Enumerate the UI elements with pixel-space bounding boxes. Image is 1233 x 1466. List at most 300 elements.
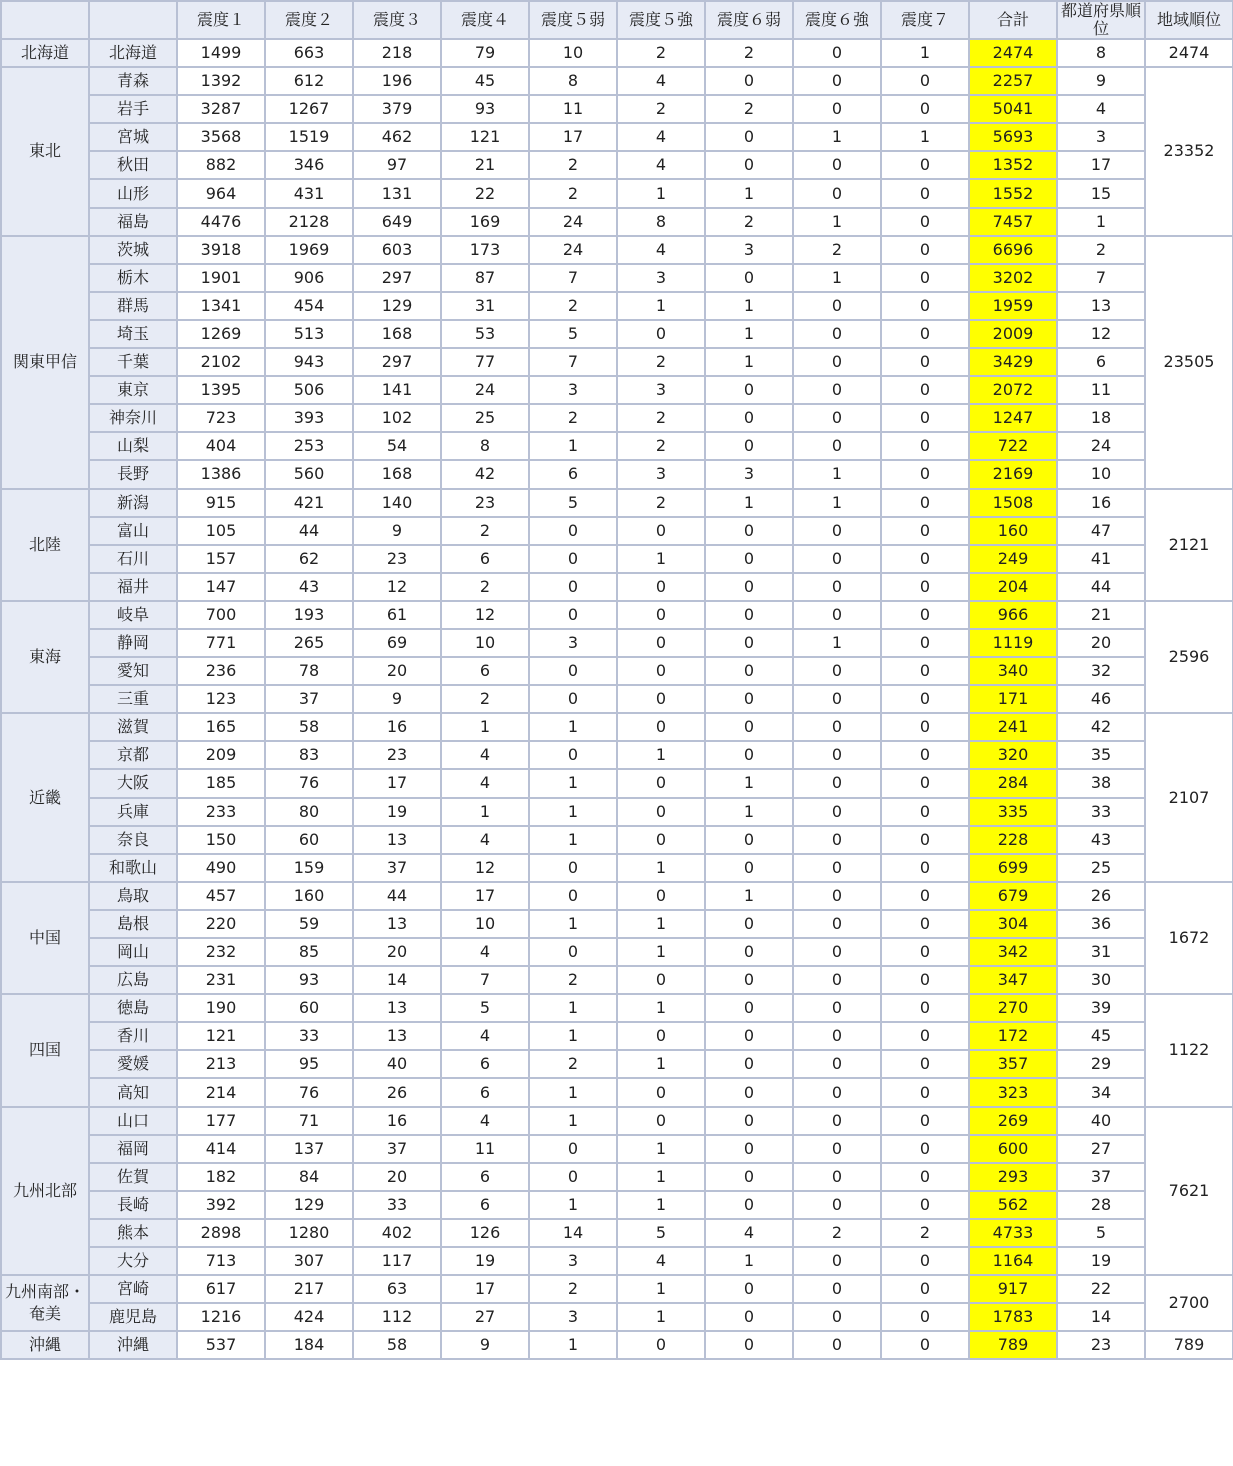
intensity-count: 603 — [353, 236, 441, 264]
intensity-count: 1 — [881, 39, 969, 67]
intensity-count: 0 — [793, 1078, 881, 1106]
intensity-count: 2 — [617, 95, 705, 123]
intensity-count: 0 — [705, 1303, 793, 1331]
prefecture-rank: 16 — [1057, 489, 1145, 517]
table-row — [1, 741, 1233, 769]
prefecture-rank: 38 — [1057, 769, 1145, 797]
intensity-count: 3 — [529, 1303, 617, 1331]
intensity-count: 1 — [529, 994, 617, 1022]
intensity-count: 76 — [265, 769, 353, 797]
intensity-count: 2 — [441, 573, 529, 601]
intensity-count: 21 — [441, 151, 529, 179]
intensity-count: 506 — [265, 376, 353, 404]
intensity-count: 1 — [705, 882, 793, 910]
intensity-count: 0 — [881, 854, 969, 882]
prefecture-total: 722 — [969, 432, 1057, 460]
region-name: 関東甲信 — [1, 236, 89, 489]
prefecture-total: 1552 — [969, 179, 1057, 207]
table-row — [1, 657, 1233, 685]
intensity-count: 157 — [177, 545, 265, 573]
intensity-count: 196 — [353, 67, 441, 95]
prefecture-name: 鹿児島 — [89, 1303, 177, 1331]
intensity-count: 5 — [617, 1219, 705, 1247]
intensity-count: 165 — [177, 713, 265, 741]
intensity-count: 123 — [177, 685, 265, 713]
intensity-count: 0 — [617, 798, 705, 826]
intensity-count: 0 — [881, 320, 969, 348]
prefecture-name: 福井 — [89, 573, 177, 601]
table-row — [1, 460, 1233, 488]
prefecture-rank: 30 — [1057, 966, 1145, 994]
intensity-count: 4 — [617, 67, 705, 95]
table-row — [1, 826, 1233, 854]
table-row — [1, 713, 1233, 741]
prefecture-total: 917 — [969, 1275, 1057, 1303]
intensity-count: 3568 — [177, 123, 265, 151]
prefecture-name: 群馬 — [89, 292, 177, 320]
prefecture-total: 335 — [969, 798, 1057, 826]
intensity-count: 0 — [705, 854, 793, 882]
intensity-count: 1901 — [177, 264, 265, 292]
intensity-count: 0 — [705, 376, 793, 404]
prefecture-rank: 12 — [1057, 320, 1145, 348]
intensity-count: 9 — [353, 685, 441, 713]
intensity-count: 0 — [881, 179, 969, 207]
intensity-count: 0 — [529, 882, 617, 910]
intensity-count: 1216 — [177, 1303, 265, 1331]
intensity-count: 0 — [617, 966, 705, 994]
intensity-count: 6 — [441, 1078, 529, 1106]
intensity-count: 0 — [617, 573, 705, 601]
prefecture-rank: 42 — [1057, 713, 1145, 741]
intensity-count: 0 — [617, 769, 705, 797]
intensity-count: 6 — [441, 657, 529, 685]
intensity-count: 1 — [617, 179, 705, 207]
intensity-count: 4 — [617, 123, 705, 151]
prefecture-name: 宮崎 — [89, 1275, 177, 1303]
prefecture-rank: 27 — [1057, 1135, 1145, 1163]
intensity-count: 0 — [793, 601, 881, 629]
intensity-count: 2 — [617, 39, 705, 67]
intensity-count: 454 — [265, 292, 353, 320]
intensity-count: 2 — [617, 432, 705, 460]
intensity-count: 1 — [441, 798, 529, 826]
prefecture-name: 大阪 — [89, 769, 177, 797]
column-header-intensity-7: 震度７ — [881, 1, 969, 39]
intensity-count: 13 — [353, 910, 441, 938]
intensity-count: 1386 — [177, 460, 265, 488]
prefecture-name: 富山 — [89, 517, 177, 545]
intensity-count: 906 — [265, 264, 353, 292]
intensity-count: 129 — [265, 1191, 353, 1219]
intensity-count: 0 — [529, 601, 617, 629]
prefecture-rank: 7 — [1057, 264, 1145, 292]
intensity-count: 173 — [441, 236, 529, 264]
intensity-count: 147 — [177, 573, 265, 601]
table-row — [1, 938, 1233, 966]
intensity-count: 0 — [793, 1191, 881, 1219]
intensity-count: 53 — [441, 320, 529, 348]
intensity-count: 0 — [881, 1303, 969, 1331]
intensity-count: 1 — [705, 348, 793, 376]
intensity-count: 8 — [529, 67, 617, 95]
region-name: 東海 — [1, 601, 89, 713]
column-header-regional-rank: 地域順位 — [1145, 1, 1233, 39]
intensity-count: 185 — [177, 769, 265, 797]
intensity-count: 0 — [793, 292, 881, 320]
intensity-count: 0 — [617, 601, 705, 629]
prefecture-name: 徳島 — [89, 994, 177, 1022]
intensity-count: 0 — [793, 1050, 881, 1078]
table-row — [1, 629, 1233, 657]
intensity-count: 93 — [441, 95, 529, 123]
intensity-count: 10 — [441, 629, 529, 657]
prefecture-total: 1508 — [969, 489, 1057, 517]
prefecture-name: 兵庫 — [89, 798, 177, 826]
intensity-count: 102 — [353, 404, 441, 432]
table-body — [1, 39, 1233, 1359]
intensity-count: 1 — [617, 1163, 705, 1191]
intensity-count: 0 — [793, 1163, 881, 1191]
prefecture-rank: 2 — [1057, 236, 1145, 264]
intensity-count: 7 — [529, 348, 617, 376]
intensity-count: 23 — [353, 545, 441, 573]
intensity-count: 4 — [441, 938, 529, 966]
table-row — [1, 769, 1233, 797]
intensity-count: 140 — [353, 489, 441, 517]
intensity-count: 182 — [177, 1163, 265, 1191]
intensity-count: 1 — [617, 854, 705, 882]
table-row — [1, 151, 1233, 179]
intensity-count: 1 — [705, 798, 793, 826]
intensity-count: 1 — [705, 1247, 793, 1275]
intensity-count: 0 — [793, 798, 881, 826]
intensity-count: 0 — [793, 826, 881, 854]
prefecture-total: 160 — [969, 517, 1057, 545]
intensity-count: 0 — [881, 292, 969, 320]
prefecture-total: 269 — [969, 1107, 1057, 1135]
intensity-count: 232 — [177, 938, 265, 966]
prefecture-total: 600 — [969, 1135, 1057, 1163]
intensity-count: 0 — [705, 67, 793, 95]
intensity-count: 0 — [881, 713, 969, 741]
intensity-count: 1 — [881, 123, 969, 151]
intensity-count: 346 — [265, 151, 353, 179]
intensity-count: 1 — [793, 123, 881, 151]
table-row — [1, 685, 1233, 713]
intensity-count: 3 — [529, 376, 617, 404]
column-header-prefecture — [89, 1, 177, 39]
intensity-count: 137 — [265, 1135, 353, 1163]
intensity-count: 0 — [705, 910, 793, 938]
prefecture-rank: 15 — [1057, 179, 1145, 207]
intensity-count: 0 — [881, 404, 969, 432]
intensity-count: 16 — [353, 713, 441, 741]
intensity-count: 131 — [353, 179, 441, 207]
intensity-count: 78 — [265, 657, 353, 685]
prefecture-name: 長野 — [89, 460, 177, 488]
intensity-count: 0 — [705, 713, 793, 741]
intensity-count: 2102 — [177, 348, 265, 376]
intensity-count: 1 — [617, 1303, 705, 1331]
prefecture-name: 奈良 — [89, 826, 177, 854]
intensity-count: 60 — [265, 994, 353, 1022]
intensity-count: 1 — [793, 629, 881, 657]
prefecture-rank: 1 — [1057, 208, 1145, 236]
prefecture-rank: 6 — [1057, 348, 1145, 376]
intensity-count: 9 — [441, 1331, 529, 1359]
regional-total: 23352 — [1145, 67, 1233, 236]
intensity-count: 462 — [353, 123, 441, 151]
prefecture-rank: 46 — [1057, 685, 1145, 713]
intensity-count: 0 — [793, 179, 881, 207]
intensity-count: 0 — [705, 741, 793, 769]
intensity-count: 0 — [793, 432, 881, 460]
intensity-count: 402 — [353, 1219, 441, 1247]
intensity-count: 0 — [793, 1247, 881, 1275]
intensity-count: 62 — [265, 545, 353, 573]
table-row — [1, 376, 1233, 404]
prefecture-name: 大分 — [89, 1247, 177, 1275]
intensity-count: 0 — [793, 320, 881, 348]
intensity-count: 6 — [441, 1191, 529, 1219]
prefecture-name: 栃木 — [89, 264, 177, 292]
table-row — [1, 1163, 1233, 1191]
intensity-count: 159 — [265, 854, 353, 882]
prefecture-total: 357 — [969, 1050, 1057, 1078]
prefecture-total: 241 — [969, 713, 1057, 741]
intensity-count: 0 — [881, 236, 969, 264]
region-name: 北陸 — [1, 489, 89, 601]
prefecture-total: 679 — [969, 882, 1057, 910]
intensity-count: 44 — [353, 882, 441, 910]
intensity-count: 217 — [265, 1275, 353, 1303]
prefecture-rank: 24 — [1057, 432, 1145, 460]
intensity-count: 16 — [353, 1107, 441, 1135]
intensity-count: 8 — [441, 432, 529, 460]
intensity-count: 1969 — [265, 236, 353, 264]
intensity-count: 85 — [265, 938, 353, 966]
prefecture-rank: 28 — [1057, 1191, 1145, 1219]
intensity-count: 0 — [617, 685, 705, 713]
prefecture-total: 1783 — [969, 1303, 1057, 1331]
intensity-count: 0 — [793, 376, 881, 404]
prefecture-total: 270 — [969, 994, 1057, 1022]
intensity-count: 3 — [705, 236, 793, 264]
intensity-count: 0 — [881, 1163, 969, 1191]
intensity-count: 0 — [617, 629, 705, 657]
intensity-count: 3 — [617, 376, 705, 404]
region-name: 四国 — [1, 994, 89, 1106]
intensity-count: 0 — [793, 741, 881, 769]
intensity-count: 24 — [529, 208, 617, 236]
intensity-count: 0 — [529, 1163, 617, 1191]
intensity-count: 213 — [177, 1050, 265, 1078]
table-row — [1, 517, 1233, 545]
prefecture-name: 島根 — [89, 910, 177, 938]
intensity-count: 0 — [793, 1303, 881, 1331]
intensity-count: 22 — [441, 179, 529, 207]
prefecture-total: 699 — [969, 854, 1057, 882]
regional-total: 1672 — [1145, 882, 1233, 994]
prefecture-rank: 18 — [1057, 404, 1145, 432]
intensity-count: 20 — [353, 938, 441, 966]
table-row — [1, 39, 1233, 67]
intensity-count: 93 — [265, 966, 353, 994]
intensity-count: 0 — [793, 966, 881, 994]
prefecture-rank: 5 — [1057, 1219, 1145, 1247]
intensity-count: 1 — [441, 713, 529, 741]
prefecture-total: 347 — [969, 966, 1057, 994]
prefecture-name: 秋田 — [89, 151, 177, 179]
intensity-count: 1 — [529, 1078, 617, 1106]
intensity-count: 0 — [793, 545, 881, 573]
intensity-count: 0 — [793, 1135, 881, 1163]
intensity-count: 5 — [529, 489, 617, 517]
prefecture-name: 香川 — [89, 1022, 177, 1050]
prefecture-total: 340 — [969, 657, 1057, 685]
intensity-count: 2 — [441, 517, 529, 545]
intensity-count: 10 — [441, 910, 529, 938]
intensity-count: 1 — [529, 769, 617, 797]
intensity-count: 2 — [441, 685, 529, 713]
intensity-count: 54 — [353, 432, 441, 460]
intensity-count: 0 — [529, 545, 617, 573]
intensity-count: 490 — [177, 854, 265, 882]
intensity-count: 69 — [353, 629, 441, 657]
table-row — [1, 208, 1233, 236]
intensity-count: 0 — [529, 741, 617, 769]
prefecture-total: 2169 — [969, 460, 1057, 488]
intensity-count: 0 — [881, 741, 969, 769]
intensity-count: 1 — [529, 432, 617, 460]
intensity-count: 2 — [529, 1050, 617, 1078]
table-row — [1, 545, 1233, 573]
prefecture-rank: 29 — [1057, 1050, 1145, 1078]
intensity-count: 1267 — [265, 95, 353, 123]
intensity-count: 2 — [705, 95, 793, 123]
region-name: 九州南部・奄美 — [1, 1275, 89, 1331]
intensity-count: 1 — [529, 798, 617, 826]
intensity-count: 45 — [441, 67, 529, 95]
table-row — [1, 432, 1233, 460]
table-row — [1, 854, 1233, 882]
intensity-count: 307 — [265, 1247, 353, 1275]
intensity-count: 37 — [353, 1135, 441, 1163]
intensity-count: 0 — [793, 994, 881, 1022]
intensity-count: 393 — [265, 404, 353, 432]
prefecture-rank: 41 — [1057, 545, 1145, 573]
intensity-count: 218 — [353, 39, 441, 67]
prefecture-name: 広島 — [89, 966, 177, 994]
intensity-count: 80 — [265, 798, 353, 826]
prefecture-name: 宮城 — [89, 123, 177, 151]
intensity-count: 121 — [441, 123, 529, 151]
intensity-count: 126 — [441, 1219, 529, 1247]
prefecture-name: 山形 — [89, 179, 177, 207]
intensity-count: 0 — [881, 601, 969, 629]
intensity-count: 1 — [617, 741, 705, 769]
intensity-count: 0 — [793, 657, 881, 685]
prefecture-total: 2474 — [969, 39, 1057, 67]
prefecture-rank: 4 — [1057, 95, 1145, 123]
intensity-count: 97 — [353, 151, 441, 179]
prefecture-total: 3202 — [969, 264, 1057, 292]
intensity-count: 63 — [353, 1275, 441, 1303]
region-name: 北海道 — [1, 39, 89, 67]
column-header-intensity-1: 震度１ — [177, 1, 265, 39]
intensity-count: 1 — [705, 320, 793, 348]
intensity-count: 77 — [441, 348, 529, 376]
intensity-count: 11 — [441, 1135, 529, 1163]
table-row — [1, 573, 1233, 601]
intensity-count: 0 — [881, 1275, 969, 1303]
intensity-count: 58 — [265, 713, 353, 741]
intensity-count: 0 — [617, 826, 705, 854]
prefecture-total: 5693 — [969, 123, 1057, 151]
intensity-count: 0 — [617, 713, 705, 741]
intensity-count: 915 — [177, 489, 265, 517]
intensity-count: 2 — [529, 179, 617, 207]
intensity-count: 61 — [353, 601, 441, 629]
intensity-count: 169 — [441, 208, 529, 236]
intensity-count: 0 — [881, 1107, 969, 1135]
intensity-count: 0 — [881, 938, 969, 966]
intensity-count: 58 — [353, 1331, 441, 1359]
intensity-count: 0 — [881, 685, 969, 713]
intensity-count: 71 — [265, 1107, 353, 1135]
prefecture-name: 山梨 — [89, 432, 177, 460]
intensity-count: 0 — [881, 994, 969, 1022]
intensity-count: 0 — [705, 966, 793, 994]
intensity-count: 17 — [529, 123, 617, 151]
column-header-total: 合計 — [969, 1, 1057, 39]
intensity-count: 0 — [529, 657, 617, 685]
intensity-count: 0 — [529, 517, 617, 545]
intensity-count: 236 — [177, 657, 265, 685]
intensity-count: 7 — [441, 966, 529, 994]
intensity-count: 11 — [529, 95, 617, 123]
intensity-count: 12 — [353, 573, 441, 601]
intensity-count: 6 — [441, 545, 529, 573]
intensity-count: 265 — [265, 629, 353, 657]
prefecture-rank: 8 — [1057, 39, 1145, 67]
prefecture-total: 204 — [969, 573, 1057, 601]
prefecture-total: 3429 — [969, 348, 1057, 376]
table-row — [1, 320, 1233, 348]
intensity-count: 0 — [793, 1275, 881, 1303]
region-name: 九州北部 — [1, 1107, 89, 1276]
prefecture-rank: 37 — [1057, 1163, 1145, 1191]
intensity-count: 421 — [265, 489, 353, 517]
intensity-count: 160 — [265, 882, 353, 910]
prefecture-name: 埼玉 — [89, 320, 177, 348]
prefecture-name: 鳥取 — [89, 882, 177, 910]
intensity-count: 40 — [353, 1050, 441, 1078]
intensity-count: 0 — [705, 1191, 793, 1219]
intensity-count: 1 — [617, 1191, 705, 1219]
intensity-count: 0 — [617, 1331, 705, 1359]
intensity-count: 392 — [177, 1191, 265, 1219]
intensity-count: 0 — [881, 348, 969, 376]
prefecture-rank: 33 — [1057, 798, 1145, 826]
prefecture-rank: 40 — [1057, 1107, 1145, 1135]
intensity-count: 457 — [177, 882, 265, 910]
intensity-count: 5 — [529, 320, 617, 348]
intensity-count: 0 — [705, 573, 793, 601]
prefecture-total: 7457 — [969, 208, 1057, 236]
intensity-count: 612 — [265, 67, 353, 95]
